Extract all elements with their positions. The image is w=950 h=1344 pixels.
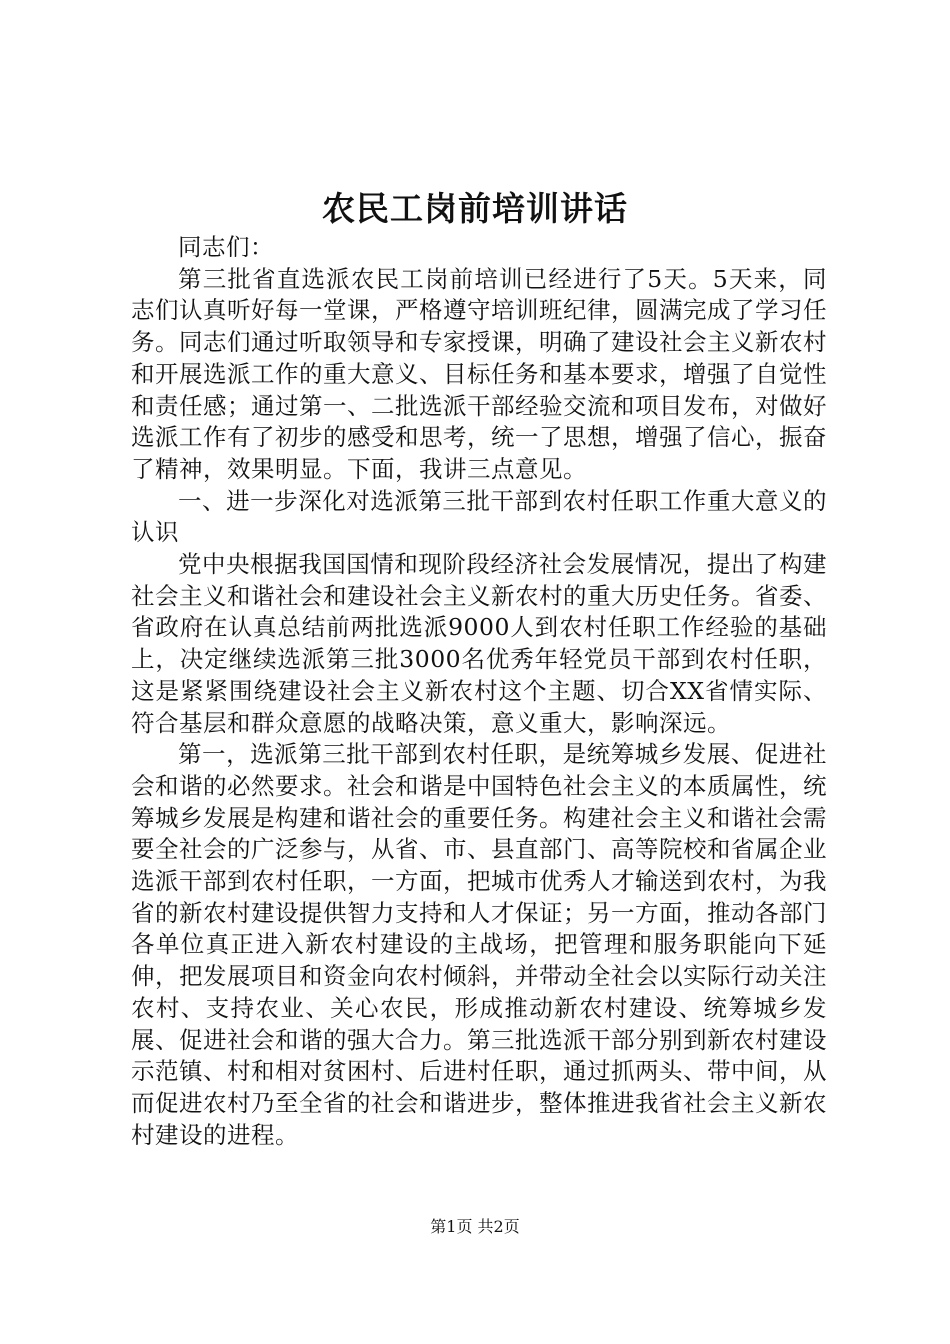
salutation: 同志们：: [178, 233, 274, 261]
page-footer: 第1页 共2页: [430, 1217, 520, 1236]
paragraph-background: 党中央根据我国国情和现阶段经济社会发展情况，提出了构建社会主义和谐社会和建设社会主义新农村的重大历史任务。省委、省政府在认真总结前两批选派9000人到农村任职工作经验的基础上，决定继续选派第三批3000名优秀年轻党员干部到农村任职，这是紧紧围绕建设社会主义新农村这个主题、切合XX省情实际、符合基层和群众意愿的战略决策，意义重大，影响深远。: [131, 550, 827, 737]
document-title: 农民工岗前培训讲话: [322, 189, 628, 228]
paragraph-intro: 第三批省直选派农民工岗前培训已经进行了5天。5天来，同志们认真听好每一堂课，严格遵守培训班纪律，圆满完成了学习任务。同志们通过听取领导和专家授课，明确了建设社会主义新农村和开展选派工作的重大意义、目标任务和基本要求，增强了自觉性和责任感；通过第一、二批选派干部经验交流和项目发布，对做好选派工作有了初步的感受和思考，统一了思想，增强了信心，振奋了精神，效果明显。下面，我讲三点意见。: [131, 264, 827, 483]
paragraph-point-1: 第一，选派第三批干部到农村任职，是统筹城乡发展、促进社会和谐的必然要求。社会和谐是中国特色社会主义的本质属性，统筹城乡发展是构建和谐社会的重要任务。构建社会主义和谐社会需要全社会的广泛参与，从省、市、县直部门、高等院校和省属企业选派干部到农村任职，一方面，把城市优秀人才输送到农村，为我省的新农村建设提供智力支持和人才保证；另一方面，推动各部门各单位真正进入新农村建设的主战场，把管理和服务职能向下延伸，把发展项目和资金向农村倾斜，并带动全社会以实际行动关注农村、支持农业、关心农民，形成推动新农村建设、统筹城乡发展、促进社会和谐的强大合力。第三批选派干部分别到新农村建设示范镇、村和相对贫困村、后进村任职，通过抓两头、带中间，从而促进农村乃至全省的社会和谐进步，整体推进我省社会主义新农村建设的进程。: [131, 740, 827, 1149]
document-body: [131, 232, 827, 1151]
section-heading-1: 一、进一步深化对选派第三批干部到农村任职工作重大意义的认识: [131, 486, 827, 547]
